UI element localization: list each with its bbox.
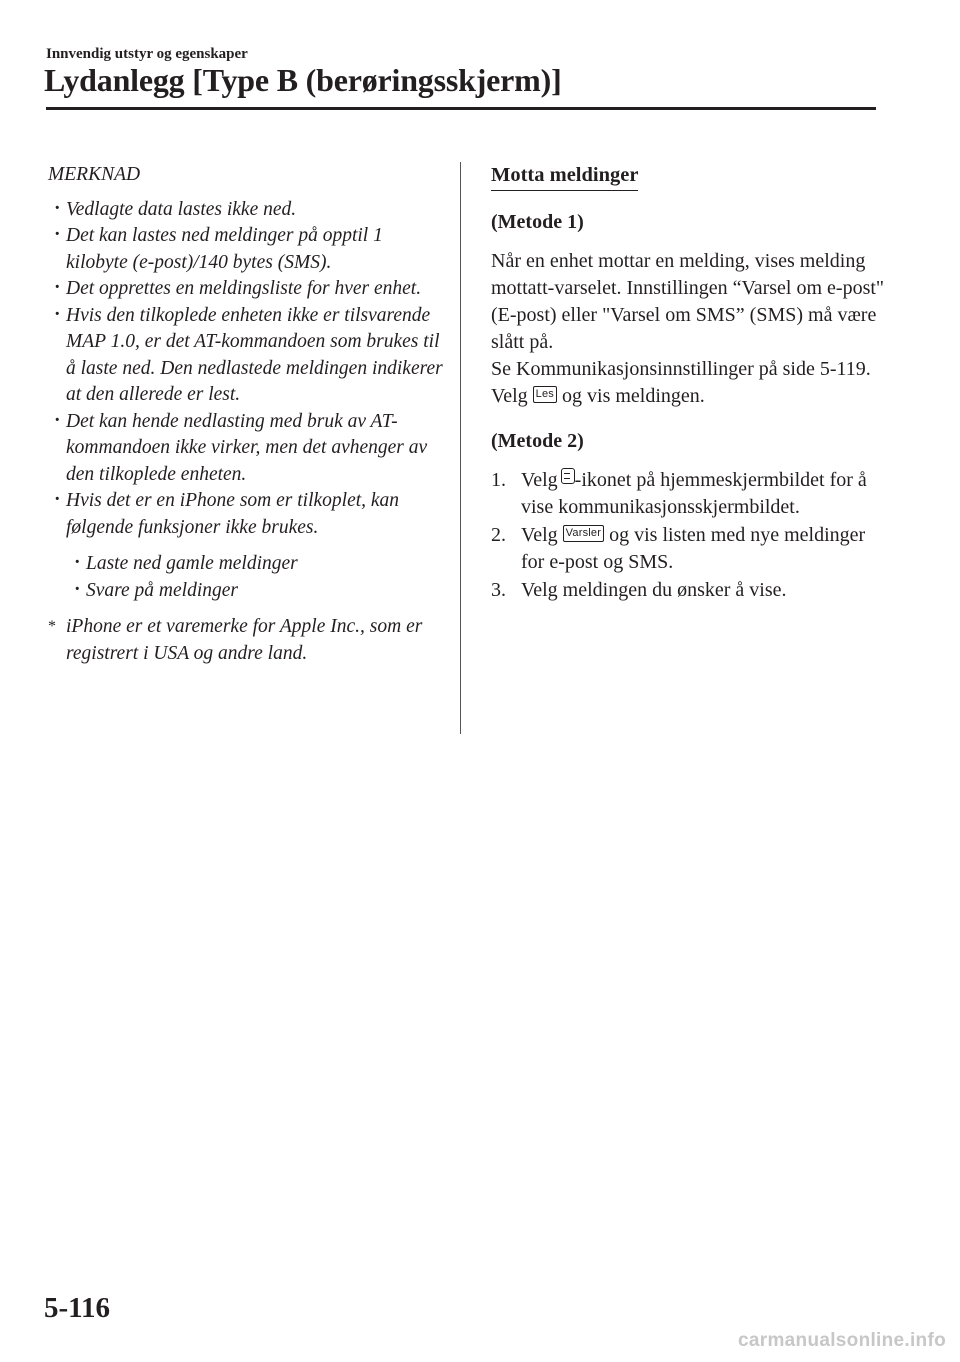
message-icon bbox=[561, 468, 575, 484]
note-bullet: · Det kan hende nedlasting med bruk av AT-kommandoen ikke virker, men det avhenger av den tilkoplede enheten. bbox=[48, 409, 448, 489]
step-item bbox=[491, 522, 891, 576]
note-heading: MERKNAD bbox=[48, 164, 141, 185]
step-text: og vis listen med nye meldinger for e-post og SMS. bbox=[521, 524, 866, 573]
watermark: carmanualsonline.info bbox=[738, 1330, 946, 1351]
read-button: Les bbox=[533, 386, 557, 403]
footnote-text: iPhone er et varemerke for Apple Inc., som er registrert i USA og andre land. bbox=[66, 616, 423, 664]
notifications-button: Varsler bbox=[563, 525, 604, 542]
header-divider bbox=[46, 107, 876, 110]
note-bullet: · Det kan lastes ned meldinger på opptil 1 kilobyte (e-post)/140 bytes (SMS). bbox=[48, 223, 448, 276]
note-sub-bullet: · Svare på meldinger bbox=[68, 578, 448, 605]
note-sub-list bbox=[48, 551, 448, 604]
note-sub-bullet: · Laste ned gamle meldinger bbox=[68, 551, 448, 578]
note-bullet: · Hvis det er en iPhone som er tilkoplet, kan følgende funksjoner ikke brukes. bbox=[48, 488, 448, 541]
note-bullet: · Det opprettes en meldingsliste for hver enhet. bbox=[48, 276, 448, 303]
step-velg: Velg bbox=[521, 469, 558, 491]
read-instruction bbox=[491, 383, 891, 410]
step-number: 3. bbox=[491, 579, 506, 601]
footnote bbox=[48, 614, 448, 667]
method-1-reference: Se Kommunikasjonsinnstillinger på side 5-119. bbox=[491, 358, 871, 380]
step-item bbox=[491, 467, 891, 521]
receive-messages-section bbox=[491, 162, 891, 605]
method-1-heading: (Metode 1) bbox=[491, 211, 584, 233]
method-1-text: Når en enhet mottar en melding, vises melding mottatt-varselet. Innstillingen “Varsel om e-post" (E-post) eller "Varsel om SMS” (SMS) må være slått på. bbox=[491, 250, 885, 353]
note-bullet: · Vedlagte data lastes ikke ned. bbox=[48, 197, 448, 224]
step-number: 2. bbox=[491, 524, 506, 546]
read-instruction-text: og vis meldingen. bbox=[562, 385, 705, 407]
section-label: Innvendig utstyr og egenskaper bbox=[46, 46, 248, 62]
step-text: -ikonet på hjemmeskjermbildet for å vise kommunikasjonsskjermbildet. bbox=[521, 469, 867, 518]
note-bullet: · Hvis den tilkoplede enheten ikke er tilsvarende MAP 1.0, er det AT-kommandoen som brukes til å laste ned. Den nedlastede meldingen indikerer at den allerede er lest. bbox=[48, 303, 448, 409]
steps-list bbox=[491, 467, 891, 604]
velg-text: Velg bbox=[491, 385, 528, 407]
page-number: 5-116 bbox=[44, 1292, 111, 1324]
section-title: Motta meldinger bbox=[491, 162, 638, 191]
step-velg: Velg bbox=[521, 524, 558, 546]
step-item bbox=[491, 577, 891, 604]
footnote-asterisk: * bbox=[48, 618, 56, 635]
step-text: Velg meldingen du ønsker å vise. bbox=[521, 579, 787, 601]
column-divider bbox=[460, 162, 461, 734]
method-2-heading: (Metode 2) bbox=[491, 430, 584, 452]
page-title: Lydanlegg [Type B (berøringsskjerm)] bbox=[44, 62, 562, 98]
note-section bbox=[48, 162, 448, 687]
step-number: 1. bbox=[491, 469, 506, 491]
